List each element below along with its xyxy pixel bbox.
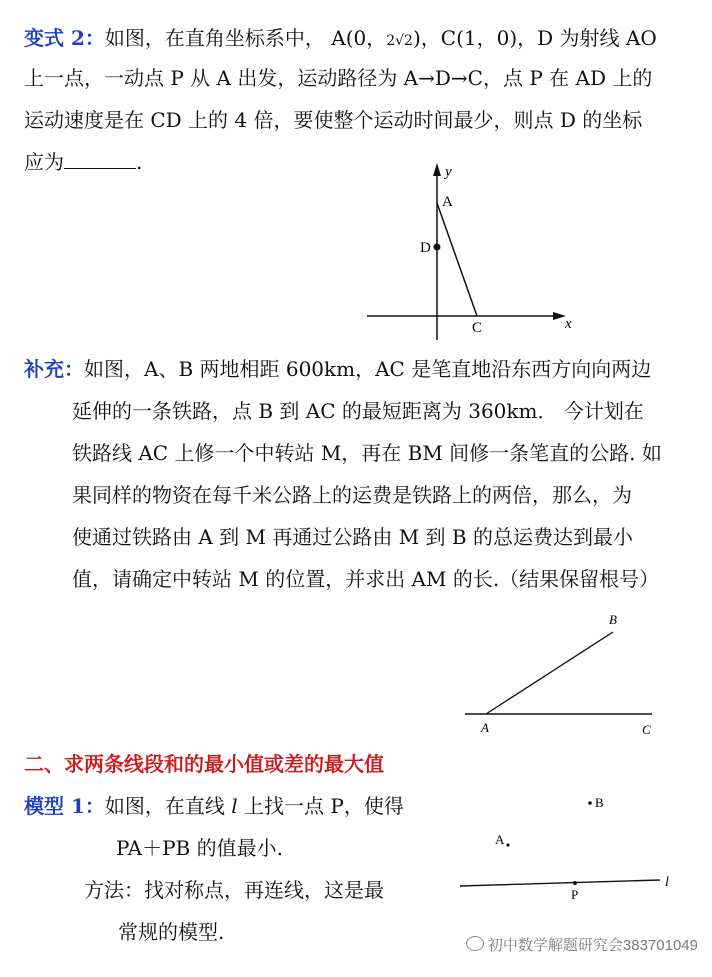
wechat-icon [466,936,484,951]
line-l [460,880,660,886]
point-c-label: C [472,320,483,336]
point-d-label: D [420,240,431,256]
fig2-point-c: C [642,722,651,737]
fig2-point-b: B [609,612,617,627]
variant2-text-4b: . [136,150,143,174]
variant2-text-1b: )，C(1，0)，D 为射线 AO [412,26,657,50]
model1-text-1b: 上找一点 P，使得 [237,794,404,818]
supplement-line4: 果同样的物资在每千米公路上的运费是铁路上的两倍，那么，为 [72,483,632,507]
sqrt-value: 2√2 [386,33,413,49]
method-line1: 方法：找对称点，再连线，这是最 [84,878,384,902]
watermark [466,934,698,955]
watermark-text: 初中数学解题研究会383701049 [487,937,698,954]
variant2-line3: 运动速度是在 CD 上的 4 倍，要使整个运动时间最少，则点 D 的坐标 [24,108,643,132]
fig3-point-b: B [595,795,604,810]
fig3-line-l: l [665,875,669,890]
model1-label: 模型 1： [24,794,105,818]
variant2-line2: 上一点，一动点 P 从 A 出发，运动路径为 A→D→C，点 P 在 AD 上的 [24,66,653,90]
line-variable: l [231,794,238,818]
fig2-point-a: A [481,720,489,735]
supplement-label: 补充： [24,357,84,381]
y-axis-label: y [445,164,452,180]
supplement-line6: 值，请确定中转站 M 的位置，并求出 AM 的长.（结果保留根号） [72,567,660,591]
supplement-line3: 铁路线 AC 上修一个中转站 M，再在 BM 间修一条笔直的公路. 如 [72,441,662,465]
variant2-label: 变式 2： [24,26,105,50]
point-a-label: A [442,194,453,210]
point-a-dot [506,843,509,846]
variant2-text-4a: 应为 [24,150,64,174]
model1-text-1a: 如图，在直线 [104,794,232,818]
model1-line2: PA＋PB 的值最小. [116,836,283,860]
point-b-dot [588,801,592,805]
fig3-point-a: A [495,832,505,847]
variant2-text-1a: 如图，在直角坐标系中， A(0， [104,26,387,50]
section2-title: 二、求两条线段和的最小值或差的最大值 [24,752,384,776]
point-p-dot [573,881,577,885]
supplement-line2: 延伸的一条铁路，点 B 到 AC 的最短距离为 360km． 今计划在 [72,399,644,423]
method-line2: 常规的模型. [118,920,225,944]
supplement-text-1: 如图，A、B 两地相距 600km，AC 是笔直地沿东西方向向两边 [84,357,652,381]
x-axis-label: x [565,316,572,332]
supplement-line5: 使通过铁路由 A 到 M 再通过公路由 M 到 B 的总运费达到最小 [72,525,633,549]
fig3-point-p: P [571,887,579,902]
